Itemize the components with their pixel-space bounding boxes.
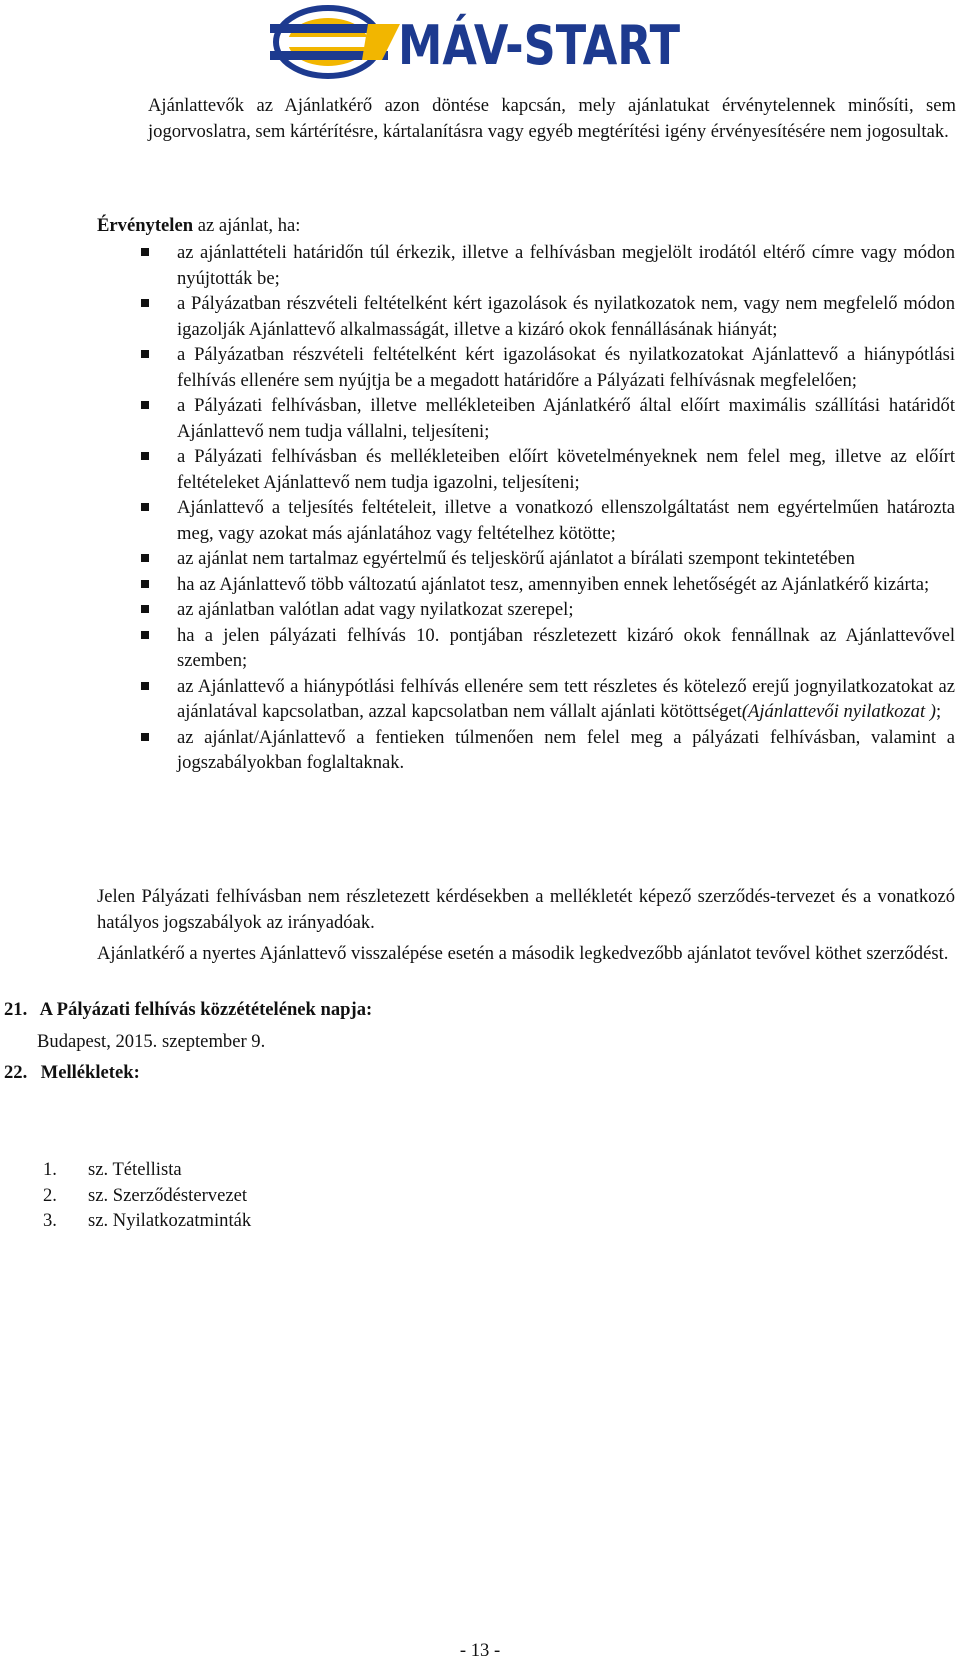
invalid-heading (97, 213, 300, 239)
list-item-text: a Pályázatban részvételi feltételként kért igazolásokat és nyilatkozatokat Ajánlattevő a hiánypótlási felhívás ellenére sem nyújtja be a megadott határidőre a Pályázati felhívásnak megfelelően; (177, 344, 955, 391)
section-21-heading (4, 997, 372, 1023)
list-item-text: az ajánlattételi határidőn túl érkezik, illetve a felhívásban megjelölt irodától eltérő címre vagy módon nyújtották be; (177, 242, 955, 289)
governing-law-paragraph: Jelen Pályázati felhívásban nem részletezett kérdésekben a mellékletét képező szerződés-tervezet és a vonatkozó hatályos jogszabályok az irányadóak. (97, 886, 955, 933)
square-bullet-icon (141, 503, 149, 511)
annex-item (43, 1208, 251, 1234)
annex-item (43, 1157, 251, 1183)
list-item-text: a Pályázati felhívásban, illetve mellékleteiben Ajánlatkérő által előírt maximális szállítási határidőt Ajánlattevő nem tudja vállalni, teljesíteni; (177, 395, 955, 442)
square-bullet-icon (141, 580, 149, 588)
list-item-text: ha a jelen pályázati felhívás 10. pontjában részletezett kizáró okok fennállnak az Ajánlattevővel szemben; (177, 624, 955, 671)
list-item-text: az ajánlat/Ajánlattevő a fentieken túlmenően nem felel meg a pályázati felhívásban, valamint a jogszabályokban foglaltaknak. (177, 726, 955, 773)
list-item (97, 674, 955, 725)
list-item-text: az ajánlat nem tartalmaz egyértelmű és teljeskörű ajánlatot a bírálati szempont tekintetében (177, 548, 855, 569)
invalid-heading-rest: az ajánlat, ha: (193, 215, 301, 236)
invalidity-list (97, 240, 955, 776)
annex-text: sz. Nyilatkozatminták (88, 1210, 252, 1231)
page-number: - 13 - (459, 1640, 501, 1661)
annex-number: 1. (43, 1159, 57, 1180)
list-item (97, 623, 955, 674)
invalid-heading-bold: Érvénytelen (97, 215, 194, 236)
square-bullet-icon (141, 631, 149, 639)
annex-text: sz. Szerződéstervezet (88, 1184, 247, 1206)
list-item (97, 597, 955, 623)
annex-text: sz. Tétellista (88, 1159, 182, 1180)
square-bullet-icon (141, 299, 149, 307)
list-item (97, 572, 955, 598)
list-item-text: a Pályázati felhívásban és mellékleteiben előírt követelményeknek nem felel meg, illetve az előírt feltételeket Ajánlattevő nem tudja igazolni, teljesíteni; (177, 446, 955, 493)
logo-emblem (270, 8, 400, 76)
list-item (97, 240, 955, 291)
list-item (97, 291, 955, 342)
list-item (97, 495, 955, 546)
section-number: 21. (4, 999, 28, 1020)
annex-item (43, 1183, 251, 1209)
intro-paragraph: Ajánlattevők az Ajánlatkérő azon döntése kapcsán, mely ajánlatukat érvénytelennek minősíti, sem jogorvoslatra, sem kártérítésre, kártalanításra vagy egyéb megtérítési igény érvényesítésére nem jogosultak. (148, 95, 956, 142)
publication-date: Budapest, 2015. szeptember 9. (37, 1031, 266, 1052)
list-item-end: ; (935, 701, 942, 722)
list-item-text: az Ajánlattevő a hiánypótlási felhívás ellenére sem tett részletes és kötelező erejű jognyilatkozatokat az ajánlatával kapcsolatban, azzal kapcsolatban nem vállalt ajánlati kötöttséget (177, 675, 955, 722)
list-item-text: Ajánlattevő a teljesítés feltételeit, illetve a vonatkozó ellenszolgáltatást nem egyértelműen határozta meg, vagy azokat más ajánlatához vagy feltételhez kötötte; (177, 497, 955, 544)
section-22-heading (4, 1060, 140, 1086)
list-item-text: az ajánlatban valótlan adat vagy nyilatkozat szerepel; (177, 599, 574, 620)
section-number: 22. (4, 1062, 28, 1083)
list-item-italic: (Ajánlattevői nyilatkozat ) (741, 701, 936, 722)
annex-number: 3. (43, 1210, 57, 1231)
list-item-text: a Pályázatban részvételi feltételként kért igazolások és nyilatkozatok nem, vagy nem megfelelő módon igazolják Ajánlattevő alkalmasságát, illetve a kizáró okok fennállásának hiányát; (177, 293, 955, 340)
annex-list (43, 1157, 251, 1234)
square-bullet-icon (141, 682, 149, 690)
list-item (97, 546, 955, 572)
square-bullet-icon (141, 248, 149, 256)
logo-text: MÁV-START (398, 14, 681, 77)
square-bullet-icon (141, 401, 149, 409)
section-title: A Pályázati felhívás közzétételének napja: (39, 999, 373, 1020)
list-item (97, 393, 955, 444)
annex-number: 2. (43, 1184, 57, 1206)
square-bullet-icon (141, 733, 149, 741)
list-item (97, 342, 955, 393)
square-bullet-icon (141, 605, 149, 613)
list-item (97, 725, 955, 776)
section-title: Mellékletek: (40, 1062, 140, 1083)
square-bullet-icon (141, 350, 149, 358)
withdrawal-paragraph: Ajánlatkérő a nyertes Ajánlattevő visszalépése esetén a második legkedvezőbb ajánlatot tevővel köthet szerződést. (97, 943, 949, 964)
list-item-text: ha az Ajánlattevő több változatú ajánlatot tesz, amennyiben ennek lehetőségét az Ajánlatkérő kizárta; (177, 573, 930, 595)
square-bullet-icon (141, 452, 149, 460)
square-bullet-icon (141, 554, 149, 562)
mav-start-logo (270, 4, 690, 80)
list-item (97, 444, 955, 495)
